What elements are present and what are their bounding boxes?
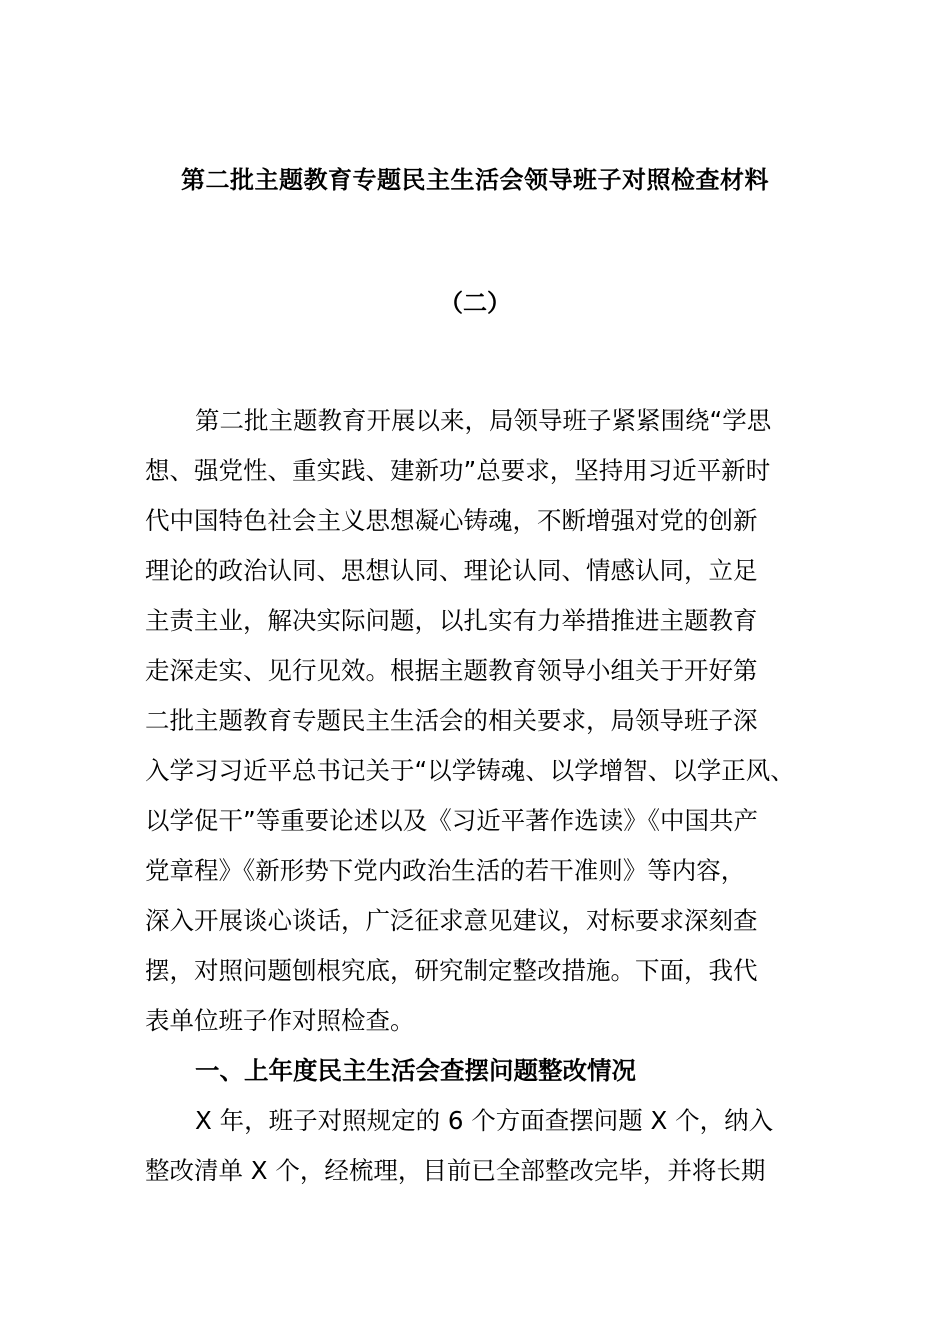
paragraph-line: 入学习习近平总书记关于“以学铸魂、以学增智、以学正风、: [145, 756, 795, 785]
paragraph-line: 代中国特色社会主义思想凝心铸魂，不断增强对党的创新: [145, 506, 758, 535]
document-subtitle: （二）: [439, 289, 511, 317]
paragraph-line: 走深走实、见行见效。根据主题教育领导小组关于开好第: [145, 656, 758, 685]
paragraph-line: 表单位班子作对照检查。: [145, 1006, 415, 1035]
paragraph-line: 整改清单 X 个，经梳理，目前已全部整改完毕，并将长期: [145, 1156, 766, 1185]
section-heading: 一、上年度民主生活会查摆问题整改情况: [195, 1056, 636, 1085]
paragraph-line: 二批主题教育专题民主生活会的相关要求，局领导班子深: [145, 706, 758, 735]
paragraph-line: 以学促干”等重要论述以及《习近平著作选读》《中国共产: [145, 806, 758, 835]
paragraph-line: 党章程》《新形势下党内政治生活的若干准则》等内容，: [145, 856, 746, 885]
document-title: 第二批主题教育专题民主生活会领导班子对照检查材料: [181, 166, 769, 194]
paragraph-line: 想、强党性、重实践、建新功”总要求，坚持用习近平新时: [145, 456, 771, 485]
paragraph-line: 第二批主题教育开展以来，局领导班子紧紧围绕“学思: [195, 406, 772, 435]
paragraph-line: 深入开展谈心谈话，广泛征求意见建议，对标要求深刻查: [145, 906, 758, 935]
paragraph-line: X 年，班子对照规定的 6 个方面查摆问题 X 个，纳入: [195, 1106, 774, 1135]
paragraph-line: 摆，对照问题刨根究底，研究制定整改措施。下面，我代: [145, 956, 758, 985]
paragraph-line: 理论的政治认同、思想认同、理论认同、情感认同，立足: [145, 556, 758, 585]
paragraph-line: 主责主业，解决实际问题，以扎实有力举措推进主题教育: [145, 606, 758, 635]
